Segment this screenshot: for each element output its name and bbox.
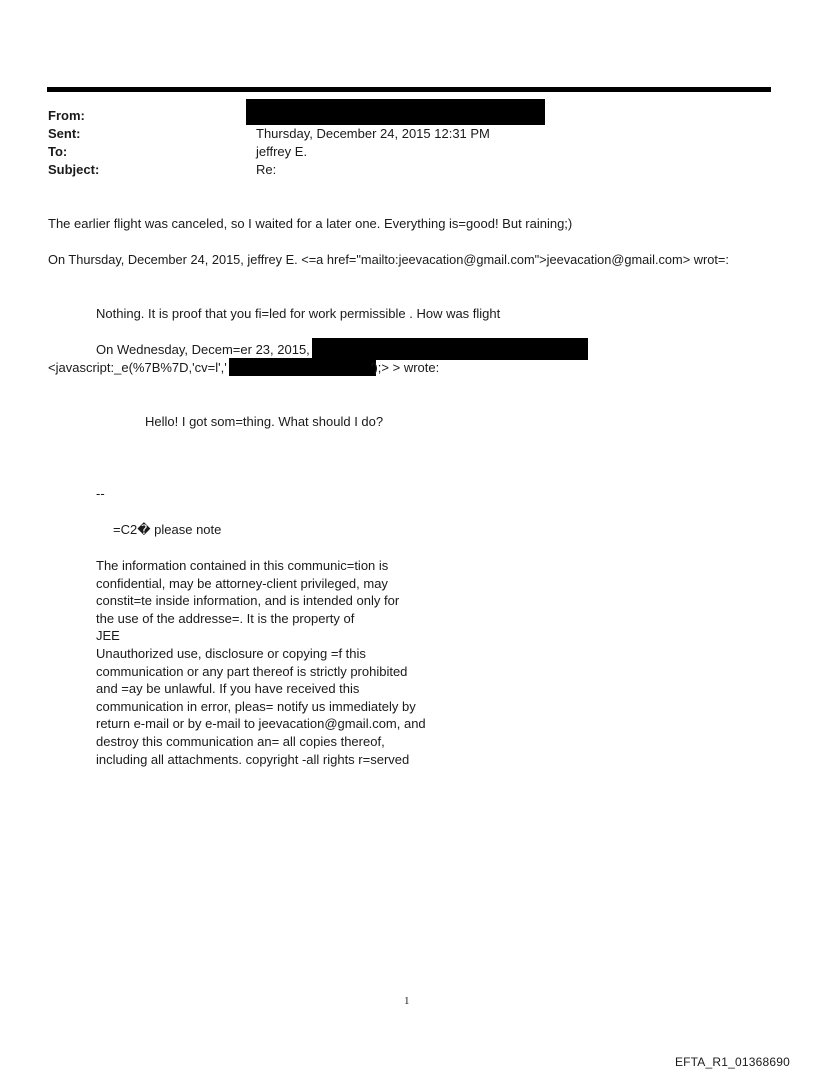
to-label: To:	[48, 144, 68, 159]
disclaimer-line: return e-mail or by e-mail to jeevacation@gmail.com, and	[96, 716, 426, 732]
document-id: EFTA_R1_01368690	[674, 1055, 790, 1069]
disclaimer-line: confidential, may be attorney-client privileged, may	[96, 575, 388, 591]
javascript-link-suffix: ');> > wrote:	[371, 360, 440, 375]
disclaimer-line: JEE	[96, 628, 120, 644]
disclaimer-line: the use of the addresse=. It is the property of	[96, 610, 355, 626]
signature-separator: --	[96, 486, 105, 501]
quoted-reply: Nothing. It is proof that you fi=led for work permissible . How was flight	[96, 306, 501, 321]
disclaimer-line: Unauthorized use, disclosure or copying =f this	[96, 645, 366, 661]
redaction-sender-name	[312, 338, 588, 360]
header-rule	[47, 87, 771, 92]
quote-attribution: On Thursday, December 24, 2015, jeffrey E. <=a href="mailto:jeevacation@gmail.com">jeevacation@gmail.com> wrot=:	[48, 252, 729, 267]
disclaimer-line: communication or any part thereof is strictly prohibited	[96, 663, 408, 679]
nested-attribution: On Wednesday, Decem=er 23, 2015,	[96, 342, 310, 357]
signature-note: =C2� please note	[113, 522, 222, 537]
sent-value: Thursday, December 24, 2015 12:31 PM	[256, 126, 490, 141]
disclaimer-line: The information contained in this communic=tion is	[96, 558, 389, 573]
redaction-from	[246, 99, 545, 125]
redaction-sender-email	[229, 358, 376, 376]
sent-label: Sent:	[48, 126, 81, 141]
disclaimer-line: and =ay be unlawful. If you have received this	[96, 681, 360, 697]
reply-text: The earlier flight was canceled, so I waited for a later one. Everything is=good! But raining;)	[48, 216, 573, 231]
disclaimer-line: constit=te inside information, and is intended only for	[96, 593, 400, 609]
page-number: 1	[404, 995, 410, 1007]
javascript-link-prefix: <javascript:_e(%7B%7D,'cv=l','	[48, 360, 227, 375]
disclaimer-line: destroy this communication an= all copies thereof,	[96, 733, 385, 749]
nested-message: Hello! I got som=thing. What should I do?	[145, 414, 384, 429]
from-label: From:	[48, 108, 85, 123]
subject-label: Subject:	[48, 162, 100, 177]
confidentiality-disclaimer	[96, 557, 426, 768]
to-value: jeffrey E.	[256, 144, 308, 159]
disclaimer-line: communication in error, pleas= notify us immediately by	[96, 698, 416, 714]
disclaimer-line: including all attachments. copyright -all rights r=served	[96, 751, 410, 767]
subject-value: Re:	[256, 162, 277, 177]
